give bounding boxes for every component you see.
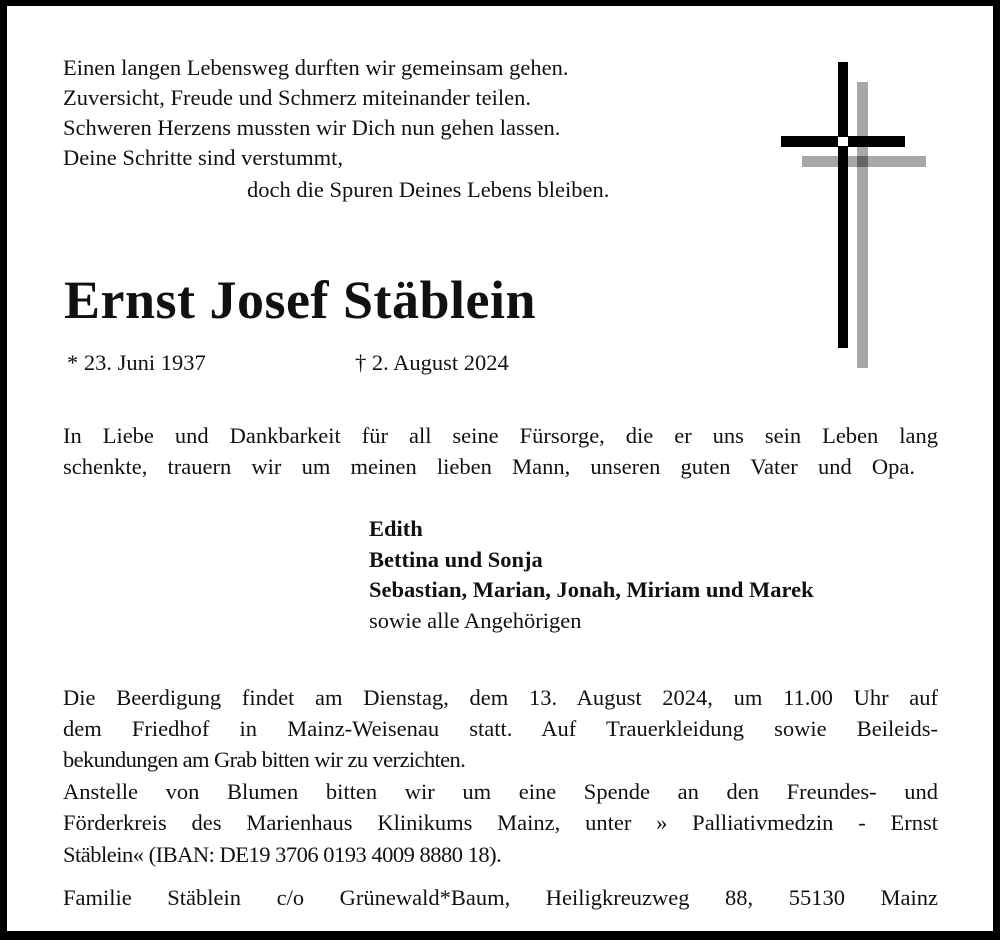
border-right [993, 0, 1000, 940]
mourner-line: sowie alle Angehörigen [369, 608, 582, 633]
birth-date: * 23. Juni 1937 [67, 350, 206, 375]
poem-line: doch die Spuren Deines Lebens bleiben. [247, 177, 610, 202]
family-address: Familie Stäblein c/o Grünewald*Baum, Heiligkreuzweg 88, 55130 Mainz [63, 885, 938, 910]
poem-line: Deine Schritte sind verstummt, [63, 145, 343, 170]
death-date: † 2. August 2024 [355, 350, 509, 375]
mourner-line: Bettina und Sonja [369, 547, 543, 572]
border-bottom [0, 931, 1000, 940]
mourner-line: Sebastian, Marian, Jonah, Miriam und Marek [369, 577, 814, 602]
funeral-line: Anstelle von Blumen bitten wir um eine Spende an den Freundes- und [63, 779, 938, 804]
dedication-line: schenkte, trauern wir um meinen lieben Mann, unseren guten Vater und Opa. [63, 454, 915, 479]
poem-line: Einen langen Lebensweg durften wir gemeinsam gehen. [63, 55, 569, 80]
dedication-line: In Liebe und Dankbarkeit für all seine Fürsorge, die er uns sein Leben lang [63, 423, 938, 448]
funeral-line: Stäblein« (IBAN: DE19 3706 0193 4009 8880 18). [63, 842, 502, 867]
funeral-line: bekundungen am Grab bitten wir zu verzichten. [63, 747, 466, 772]
mourner-line: Edith [369, 516, 423, 541]
funeral-line: Förderkreis des Marienhaus Klinikums Mainz, unter » Palliativmedzin - Ernst [63, 810, 938, 835]
funeral-line: dem Friedhof in Mainz-Weisenau statt. Auf Trauerkleidung sowie Beileids- [63, 716, 938, 741]
funeral-line: Die Beerdigung findet am Dienstag, dem 13. August 2024, um 11.00 Uhr auf [63, 685, 938, 710]
border-left [0, 0, 7, 940]
deceased-name: Ernst Josef Stäblein [64, 270, 537, 330]
poem-line: Schweren Herzens mussten wir Dich nun gehen lassen. [63, 115, 561, 140]
poem-line: Zuversicht, Freude und Schmerz miteinander teilen. [63, 85, 531, 110]
border-top [0, 0, 1000, 6]
